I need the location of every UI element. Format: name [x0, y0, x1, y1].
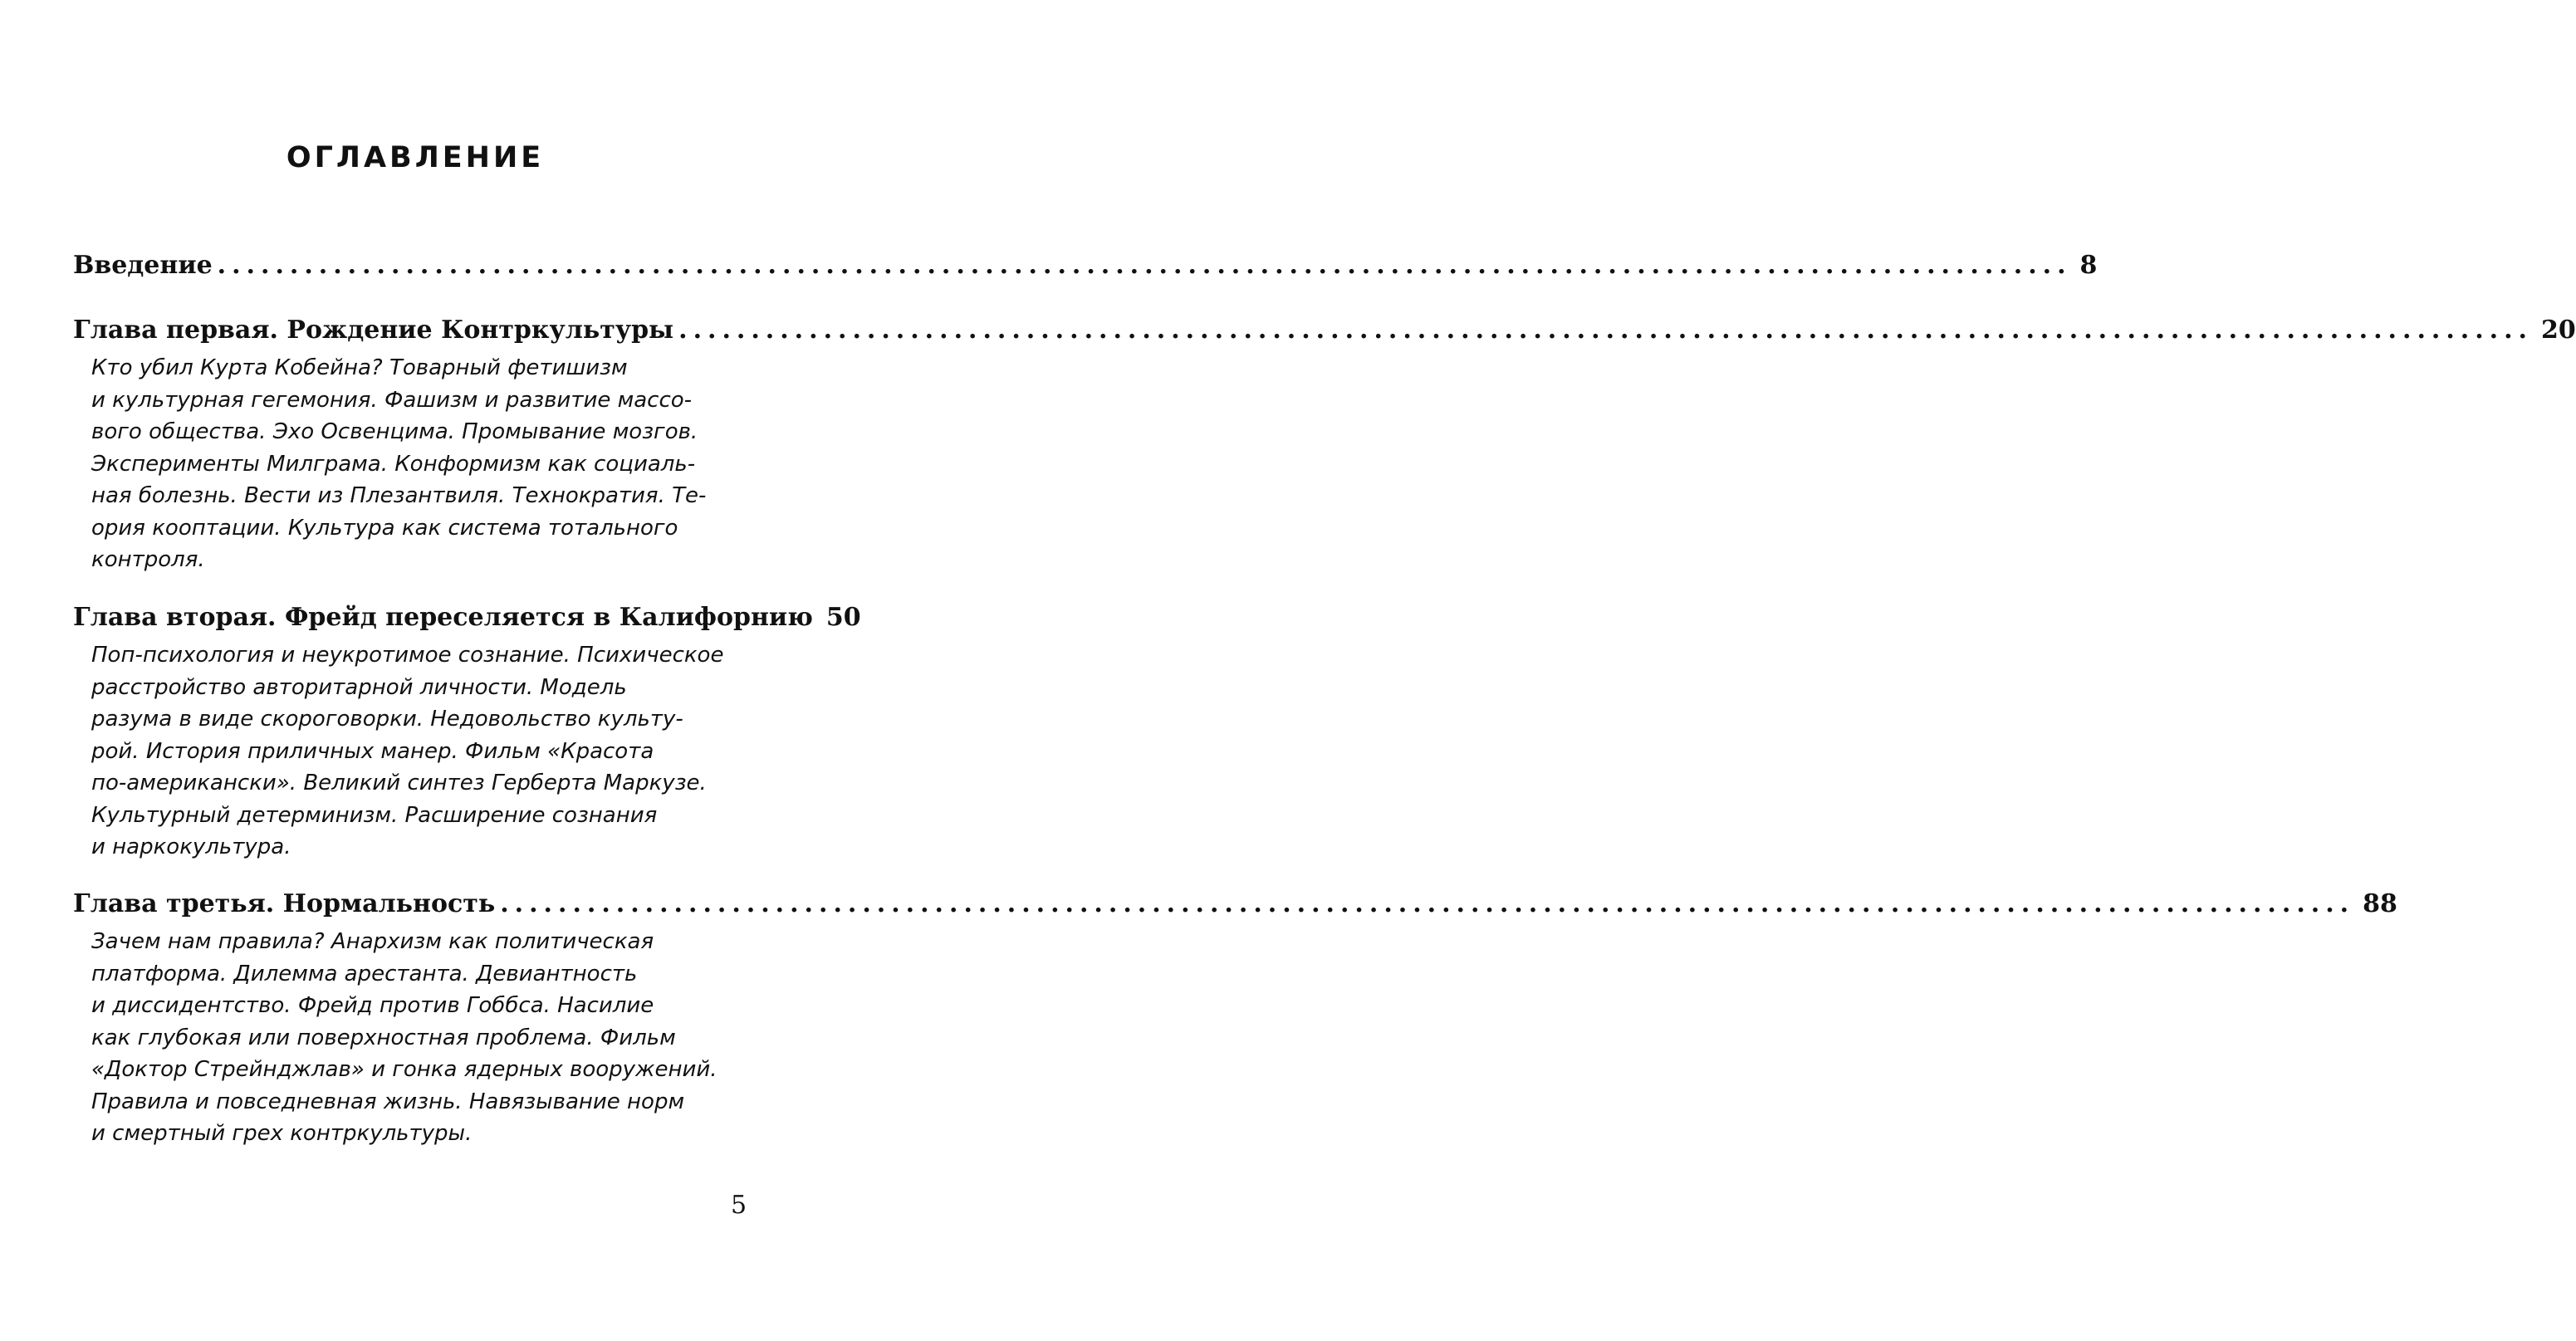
description-line: и наркокультура. [91, 834, 291, 859]
toc-entry-title: Глава первая. Рождение Контркультуры [73, 316, 674, 345]
toc-entry-row [73, 249, 2098, 282]
toc-entry-title: Глава третья. Нормальность [73, 889, 496, 918]
description-line: Правила и повседневная жизнь. Навязывание норм [91, 1089, 685, 1114]
toc-entry-description [91, 639, 756, 864]
description-line: разума в виде скороговорки. Недовольство культу- [91, 707, 683, 732]
toc-entry-title: Введение [73, 251, 213, 280]
toc-entry-row [73, 601, 861, 634]
description-line: как глубокая или поверхностная проблема. Фильм [91, 1025, 676, 1050]
description-line: вого общества. Эхо Освенцима. Промывание мозгов. [91, 419, 698, 444]
toc-entry-chapter-2 [73, 601, 861, 864]
dot-leader [678, 314, 2533, 347]
description-line: Эксперименты Милграма. Конформизм как социаль- [91, 451, 696, 477]
toc-entry-chapter-3 [73, 888, 2397, 1150]
description-line: Зачем нам правила? Анархизм как политическая [91, 929, 654, 954]
description-line: и смертный грех контркультуры. [91, 1121, 473, 1146]
toc-entry-page: 8 [2079, 251, 2098, 280]
description-line: рой. История приличных манер. Фильм «Красота [91, 738, 654, 764]
toc-entry-introduction [73, 249, 2098, 282]
toc-entry-chapter-1 [73, 314, 2576, 576]
description-line: по-американски». Великий синтез Герберта Маркузе. [91, 771, 707, 795]
description-line: Поп-психология и неукротимое сознание. Психическое [91, 643, 724, 668]
page-number: 5 [731, 1191, 747, 1220]
toc-entry-row [73, 314, 2576, 347]
description-line: Культурный детерминизм. Расширение сознания [91, 802, 658, 828]
description-line: ория кооптации. Культура как система тотального [91, 515, 678, 541]
description-line: ная болезнь. Вести из Плезантвиля. Технократия. Те- [91, 483, 707, 508]
dot-leader [500, 888, 2354, 921]
description-line: контроля. [91, 547, 205, 572]
description-line: «Доктор Стрейнджлав» и гонка ядерных вооружений. [91, 1057, 717, 1082]
toc-entry-description [91, 352, 756, 576]
toc-entry-description [91, 926, 756, 1150]
toc-entry-title: Глава вторая. Фрейд переселяется в Калифорнию [73, 603, 813, 632]
description-line: и культурная гегемония. Фашизм и развитие массо- [91, 387, 693, 413]
toc-entry-page: 20 [2541, 316, 2576, 345]
description-line: платформа. Дилемма арестанта. Девиантность [91, 961, 638, 986]
page-title: ОГЛАВЛЕНИЕ [286, 141, 545, 174]
description-line: и диссидентство. Фрейд против Гоббса. Насилие [91, 993, 654, 1018]
description-line: расстройство авторитарной личности. Модель [91, 674, 627, 700]
toc-entry-row [73, 888, 2397, 921]
toc-entry-page: 50 [825, 603, 861, 632]
dot-leader [218, 249, 2072, 282]
description-line: Кто убил Курта Кобейна? Товарный фетишизм [91, 355, 628, 380]
toc-entry-page: 88 [2363, 889, 2397, 918]
